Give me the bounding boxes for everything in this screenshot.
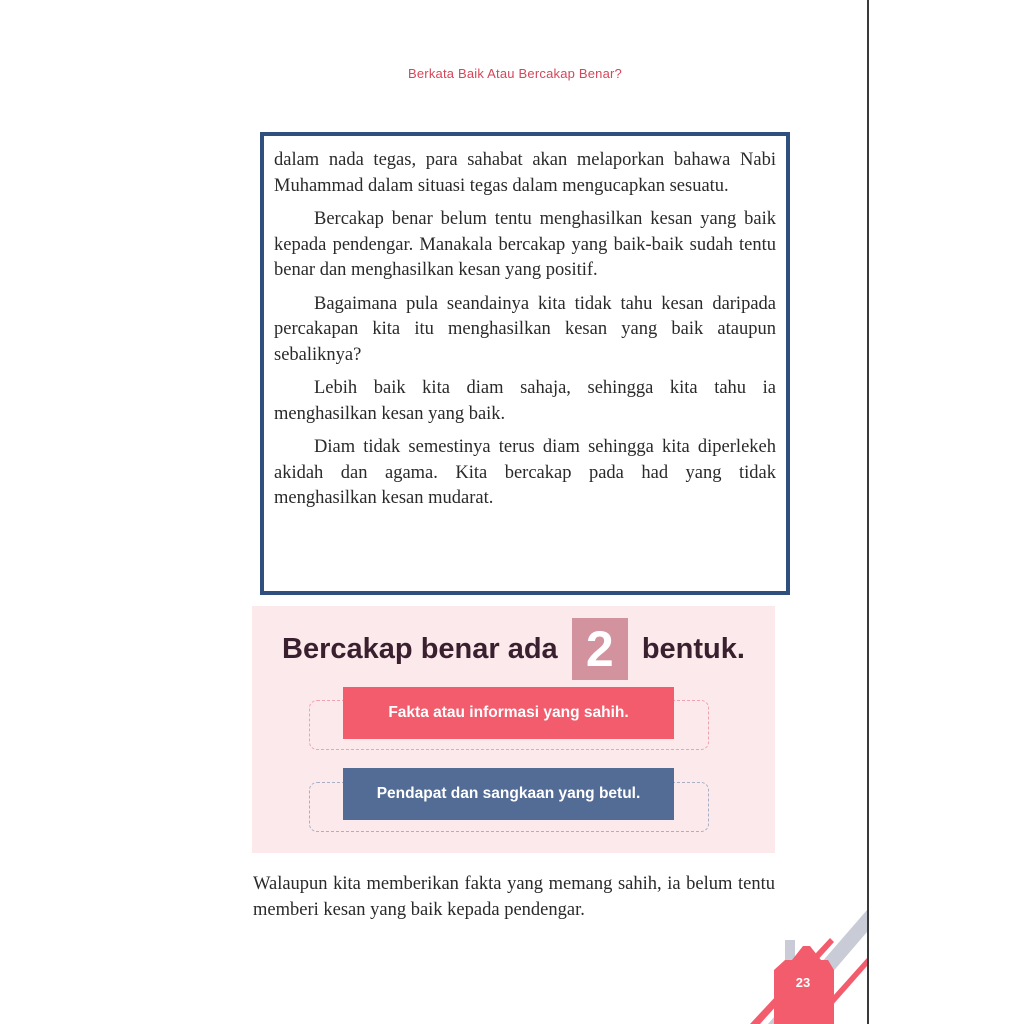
page-number: 23	[795, 975, 811, 990]
bordered-text-box	[260, 132, 790, 595]
panel-title-number-badge: 2	[572, 618, 628, 680]
page-edge-line	[867, 0, 869, 1024]
box-paragraph: Bercakap benar belum tentu menghasilkan kesan yang baik kepada pendengar. Manakala bercakap yang baik-baik sudah tentu benar dan menghasilkan kesan yang positif.	[274, 209, 776, 280]
form-item-fact: Fakta atau informasi yang sahih.	[343, 687, 674, 739]
running-header: Berkata Baik Atau Bercakap Benar?	[407, 66, 622, 81]
info-panel	[252, 606, 775, 853]
closing-paragraph: Walaupun kita memberikan fakta yang memang sahih, ia belum tentu memberi kesan yang baik kepada pendengar.	[253, 874, 775, 920]
panel-title-before: Bercakap benar ada	[282, 633, 558, 665]
panel-title-after: bentuk.	[641, 633, 745, 665]
form-item-opinion: Pendapat dan sangkaan yang betul.	[343, 768, 674, 820]
box-paragraph: dalam nada tegas, para sahabat akan melaporkan bahawa Nabi Muhammad dalam situasi tegas dalam mengucapkan sesuatu.	[274, 150, 776, 196]
panel-title	[252, 618, 775, 680]
box-paragraph: Diam tidak semestinya terus diam sehingga kita diperlekeh akidah dan agama. Kita bercakap pada had yang tidak menghasilkan kesan mudarat.	[274, 437, 776, 508]
box-paragraph: Lebih baik kita diam sahaja, sehingga kita tahu ia menghasilkan kesan yang baik.	[274, 378, 776, 424]
box-paragraph: Bagaimana pula seandainya kita tidak tahu kesan daripada percakapan kita itu menghasilkan kesan yang baik ataupun sebaliknya?	[274, 293, 776, 365]
corner-decoration-graphic	[730, 910, 867, 1024]
